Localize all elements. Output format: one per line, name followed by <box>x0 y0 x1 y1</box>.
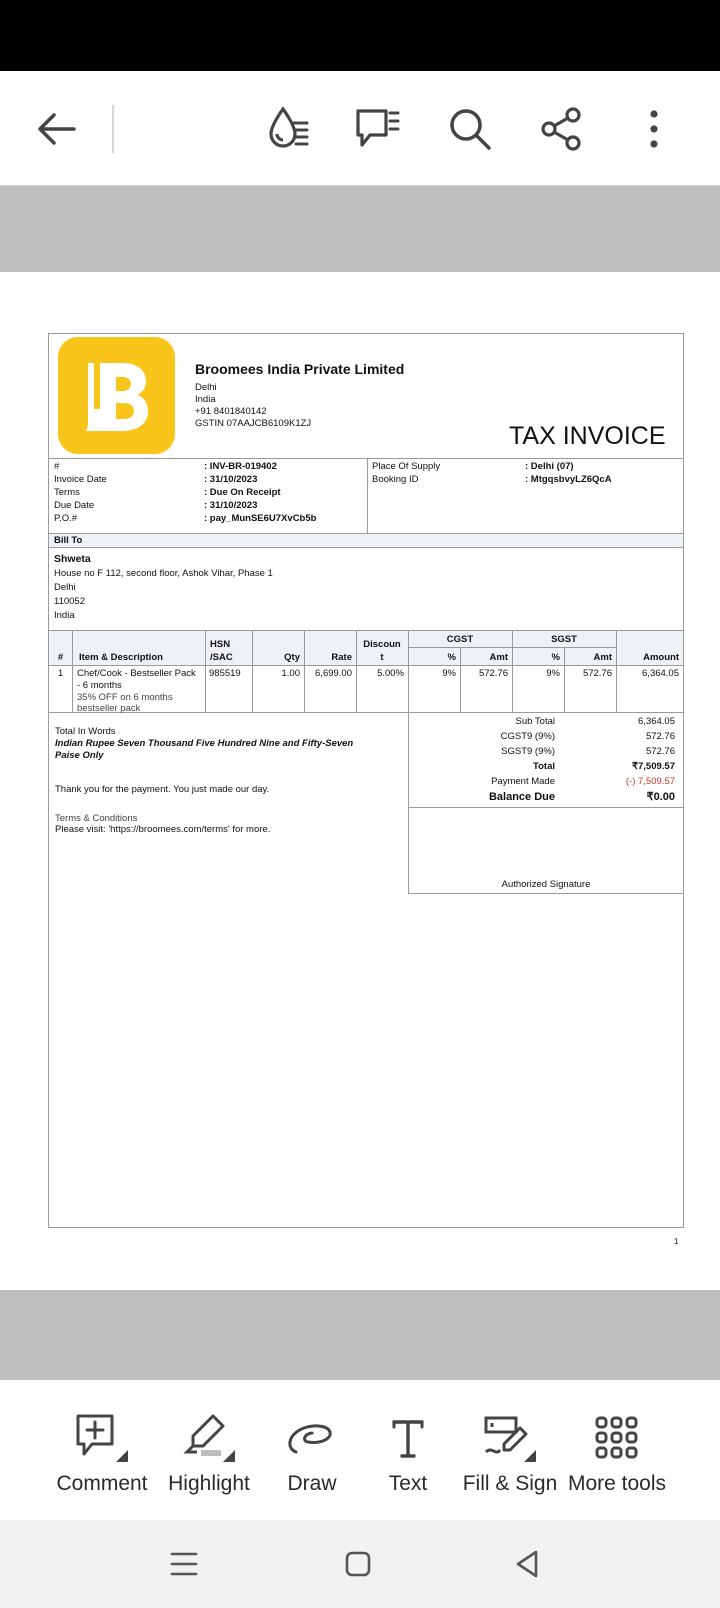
meta-label: Due Date <box>54 500 95 511</box>
bottom-tool-bar <box>0 1380 720 1520</box>
row-rate: 6,699.00 <box>315 668 352 679</box>
total-value: 572.76 <box>645 746 675 757</box>
bill-to-heading: Bill To <box>54 535 83 546</box>
row-discount: 5.00% <box>377 668 404 679</box>
back-arrow-icon[interactable] <box>28 101 84 157</box>
col-sgst-pct: % <box>551 652 560 663</box>
meta-value: : MtgqsbvyLZ6QcA <box>525 474 612 485</box>
more-tools-button[interactable] <box>557 1410 677 1496</box>
fill-sign-icon <box>450 1410 570 1466</box>
company-logo <box>58 337 175 454</box>
bill-to-line: Delhi <box>54 582 76 593</box>
draw-label: Draw <box>287 1472 337 1495</box>
bill-to-name: Shweta <box>54 553 91 565</box>
col-sgst: SGST <box>551 634 577 645</box>
toolbar-divider <box>112 105 114 153</box>
company-city: Delhi <box>195 382 217 393</box>
row-num: 1 <box>57 668 64 679</box>
comment-add-icon <box>42 1410 162 1466</box>
row-cgst-pct: 9% <box>442 668 456 679</box>
bill-to-header <box>49 534 683 547</box>
meta-label: Terms <box>54 487 80 498</box>
balance-due-label: Balance Due <box>488 791 555 803</box>
balance-due-value: ₹0.00 <box>646 791 675 803</box>
total-label: Total <box>533 761 555 772</box>
row-item: Chef/Cook - Bestseller Pack <box>77 668 196 679</box>
row-hsn: 985519 <box>209 668 241 679</box>
meta-label: Invoice Date <box>54 474 107 485</box>
row-cgst-amt: 572.76 <box>478 668 508 679</box>
total-value: 6,364.05 <box>638 716 675 727</box>
liquid-mode-icon[interactable] <box>261 101 317 157</box>
row-item-desc: 35% OFF on 6 months <box>77 692 173 703</box>
system-navigation-bar <box>0 1520 720 1608</box>
more-vertical-icon[interactable] <box>626 101 682 157</box>
search-icon[interactable] <box>442 101 498 157</box>
company-country: India <box>195 394 216 405</box>
words-label: Total In Words <box>55 726 116 737</box>
status-bar <box>0 0 720 71</box>
company-phone: +91 8401840142 <box>195 406 267 417</box>
grid-apps-icon <box>557 1410 677 1466</box>
col-cgst-pct: % <box>447 652 456 663</box>
meta-value: : 31/10/2023 <box>204 500 258 511</box>
col-amount: Amount <box>643 652 679 663</box>
terms-text: Please visit: 'https://broomees.com/terms' for more. <box>55 824 271 835</box>
words-line2: Paise Only <box>55 750 104 761</box>
col-cgst-amt: Amt <box>489 652 508 663</box>
meta-value: : Delhi (07) <box>525 461 574 472</box>
bill-to-line: House no F 112, second floor, Ashok Vihar, Phase 1 <box>54 568 273 579</box>
authorized-signature: Authorized Signature <box>501 879 591 890</box>
thanks-note: Thank you for the payment. You just made our day. <box>55 784 270 795</box>
comments-list-icon[interactable] <box>350 101 406 157</box>
col-discount: Discoun <box>363 639 401 650</box>
row-qty: 1.00 <box>281 668 300 679</box>
meta-value: : 31/10/2023 <box>204 474 258 485</box>
page-gap-bottom <box>0 1290 720 1380</box>
highlighter-icon <box>149 1410 269 1466</box>
text-label: Text <box>388 1472 428 1495</box>
payment-made-label: Payment Made <box>491 776 555 787</box>
row-item-desc-cont: bestseller pack <box>77 703 141 714</box>
meta-value: : Due On Receipt <box>204 487 281 498</box>
col-num: # <box>57 652 64 663</box>
row-item-cont: - 6 months <box>77 680 122 691</box>
comment-label: Comment <box>56 1472 148 1495</box>
bill-to-line: India <box>54 610 75 621</box>
meta-label: Booking ID <box>372 474 419 485</box>
col-sgst-amt: Amt <box>593 652 612 663</box>
terms-label: Terms & Conditions <box>55 813 138 824</box>
meta-label: P.O.# <box>54 513 78 524</box>
home-icon[interactable] <box>342 1548 374 1585</box>
meta-label: # <box>54 461 60 472</box>
row-sgst-pct: 9% <box>546 668 560 679</box>
total-label: SGST9 (9%) <box>501 746 555 757</box>
col-rate: Rate <box>331 652 352 663</box>
col-sac: /SAC <box>210 652 233 663</box>
share-icon[interactable] <box>533 101 589 157</box>
fill-sign-label: Fill & Sign <box>462 1472 558 1495</box>
highlight-tool-button[interactable] <box>149 1410 269 1496</box>
words-line1: Indian Rupee Seven Thousand Five Hundred Nine and Fifty-Seven <box>55 738 354 749</box>
col-discount-cont: t <box>380 652 384 663</box>
back-nav-icon[interactable] <box>512 1548 544 1585</box>
more-tools-label: More tools <box>567 1472 667 1495</box>
invoice-document <box>48 333 684 1228</box>
col-qty: Qty <box>284 652 300 663</box>
recent-apps-icon[interactable] <box>168 1548 200 1585</box>
total-value: 572.76 <box>645 731 675 742</box>
meta-label: Place Of Supply <box>372 461 441 472</box>
top-app-bar <box>0 71 720 187</box>
col-cgst: CGST <box>446 634 474 645</box>
highlight-label: Highlight <box>168 1472 250 1495</box>
bill-to-line: 110052 <box>54 596 85 607</box>
page-gap-top <box>0 186 720 272</box>
company-gstin: GSTIN 07AAJCB6109K1ZJ <box>195 418 312 429</box>
meta-value: : pay_MunSE6U7XvCb5b <box>204 513 317 524</box>
comment-tool-button[interactable] <box>42 1410 162 1496</box>
total-label: CGST9 (9%) <box>500 731 555 742</box>
total-label: Sub Total <box>515 716 555 727</box>
invoice-title: TAX INVOICE <box>509 422 666 450</box>
company-name: Broomees India Private Limited <box>195 361 405 377</box>
payment-made-value: (-) 7,509.57 <box>625 776 675 787</box>
page-number: 1 <box>674 1237 679 1246</box>
col-item: Item & Description <box>79 652 163 663</box>
row-sgst-amt: 572.76 <box>582 668 612 679</box>
col-hsn: HSN <box>210 639 231 650</box>
total-value: ₹7,509.57 <box>631 761 675 772</box>
fill-sign-tool-button[interactable] <box>450 1410 570 1496</box>
meta-value: : INV-BR-019402 <box>204 461 277 472</box>
row-amount: 6,364.05 <box>642 668 679 679</box>
